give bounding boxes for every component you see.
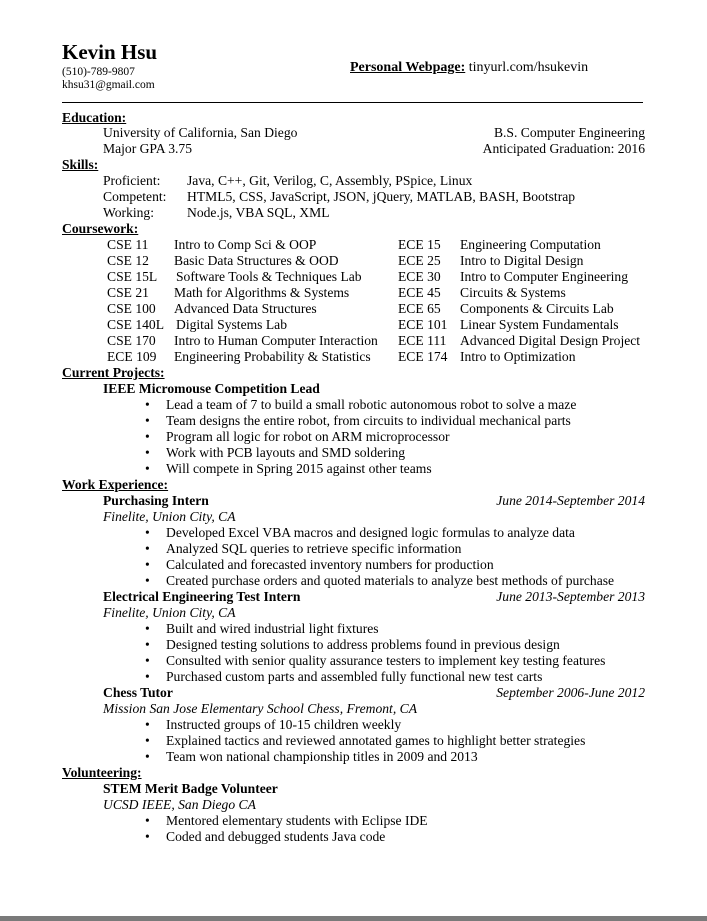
education-degree: B.S. Computer Engineering [493,125,645,140]
course-code: ECE 111 [398,333,447,348]
work-heading: Work Experience: [62,477,169,492]
email-address: khsu31@gmail.com [62,79,155,91]
bullet-icon: • [145,653,150,668]
bullet-icon: • [145,397,150,412]
job-company: Mission San Jose Elementary School Chess, Fremont, CA [103,701,417,716]
course-title: Intro to Comp Sci & OOP [174,237,317,252]
course-code: ECE 101 [398,317,448,332]
course-title: Intro to Optimization [460,349,576,364]
job-bullet: Team won national championship titles in 2009 and 2013 [166,749,478,764]
course-code: CSE 12 [107,253,149,268]
project-title: IEEE Micromouse Competition Lead [103,381,320,396]
bullet-icon: • [145,461,150,476]
volunteering-heading: Volunteering: [62,765,142,780]
job-company: Finelite, Union City, CA [103,509,236,524]
course-code: ECE 174 [398,349,448,364]
resume-name: Kevin Hsu [62,40,158,64]
job-dates: June 2013-September 2013 [496,589,645,604]
job-dates: June 2014-September 2014 [496,493,645,508]
skills-level: Proficient: [103,173,161,188]
bullet-icon: • [145,541,150,556]
job-dates: September 2006-June 2012 [496,685,645,700]
job-title: Purchasing Intern [103,493,209,508]
course-code: ECE 30 [398,269,441,284]
bullet-icon: • [145,429,150,444]
bullet-icon: • [145,829,150,844]
education-gpa: Major GPA 3.75 [103,141,193,156]
job-bullet: Developed Excel VBA macros and designed logic formulas to analyze data [166,525,575,540]
course-code: ECE 65 [398,301,441,316]
phone-number: (510)-789-9807 [62,66,135,78]
project-bullet: Program all logic for robot on ARM microprocessor [166,429,450,444]
course-code: CSE 21 [107,285,149,300]
bullet-icon: • [145,621,150,636]
bullet-icon: • [145,749,150,764]
bullet-icon: • [145,733,150,748]
course-code: CSE 11 [107,237,149,252]
education-graduation: Anticipated Graduation: 2016 [482,141,645,156]
skills-level: Competent: [103,189,167,204]
job-company: Finelite, Union City, CA [103,605,236,620]
course-title: Intro to Human Computer Interaction [174,333,378,348]
page-bottom-edge [0,916,707,921]
course-code: CSE 140L [107,317,165,332]
webpage-label: Personal Webpage: [350,60,466,75]
course-code: ECE 25 [398,253,441,268]
volunteer-title: STEM Merit Badge Volunteer [103,781,278,796]
job-bullet: Instructed groups of 10-15 children weekly [166,717,402,732]
volunteer-bullet: Coded and debugged students Java code [166,829,386,844]
skills-items: Java, C++, Git, Verilog, C, Assembly, PSpice, Linux [187,173,473,188]
course-title: Advanced Data Structures [174,301,317,316]
bullet-icon: • [145,413,150,428]
skills-level: Working: [103,205,155,220]
skills-heading: Skills: [62,157,99,172]
header-divider [62,102,643,103]
course-title: Intro to Digital Design [460,253,584,268]
personal-webpage [350,60,588,76]
course-code: CSE 15L [107,269,158,284]
course-title: Circuits & Systems [460,285,566,300]
education-school: University of California, San Diego [103,125,298,140]
job-bullet: Created purchase orders and quoted materials to analyze best methods of purchase [166,573,615,588]
bullet-icon: • [145,525,150,540]
job-bullet: Designed testing solutions to address problems found in previous design [166,637,560,652]
webpage-link[interactable]: tinyurl.com/hsukevin [468,60,589,75]
course-title: Engineering Computation [460,237,601,252]
bullet-icon: • [145,717,150,732]
course-code: CSE 100 [107,301,156,316]
bullet-icon: • [145,573,150,588]
course-title: Software Tools & Techniques Lab [176,269,362,284]
course-code: ECE 45 [398,285,441,300]
course-title: Math for Algorithms & Systems [174,285,350,300]
bullet-icon: • [145,637,150,652]
skills-items: HTML5, CSS, JavaScript, JSON, jQuery, MATLAB, BASH, Bootstrap [187,189,576,204]
job-title: Chess Tutor [103,685,173,700]
course-title: Engineering Probability & Statistics [174,349,371,364]
job-bullet: Consulted with senior quality assurance testers to implement key testing features [166,653,606,668]
bullet-icon: • [145,813,150,828]
skills-items: Node.js, VBA SQL, XML [187,205,330,220]
education-heading: Education: [62,110,127,125]
project-bullet: Lead a team of 7 to build a small robotic autonomous robot to solve a maze [166,397,577,412]
course-title: Components & Circuits Lab [460,301,614,316]
volunteer-org: UCSD IEEE, San Diego CA [103,797,256,812]
course-title: Advanced Digital Design Project [460,333,641,348]
job-title: Electrical Engineering Test Intern [103,589,301,604]
course-title: Digital Systems Lab [176,317,288,332]
project-bullet: Team designs the entire robot, from circuits to individual mechanical parts [166,413,571,428]
job-bullet: Purchased custom parts and assembled fully functional new test carts [166,669,543,684]
projects-heading: Current Projects: [62,365,165,380]
bullet-icon: • [145,669,150,684]
job-bullet: Explained tactics and reviewed annotated games to highlight better strategies [166,733,586,748]
bullet-icon: • [145,445,150,460]
bullet-icon: • [145,557,150,572]
project-bullet: Will compete in Spring 2015 against other teams [166,461,432,476]
course-code: CSE 170 [107,333,156,348]
volunteer-bullet: Mentored elementary students with Eclipse IDE [166,813,428,828]
course-code: ECE 109 [107,349,157,364]
course-code: ECE 15 [398,237,441,252]
job-bullet: Analyzed SQL queries to retrieve specific information [166,541,462,556]
course-title: Basic Data Structures & OOD [174,253,339,268]
course-title: Intro to Computer Engineering [460,269,628,284]
course-title: Linear System Fundamentals [460,317,619,332]
job-bullet: Built and wired industrial light fixtures [166,621,379,636]
project-bullet: Work with PCB layouts and SMD soldering [166,445,406,460]
job-bullet: Calculated and forecasted inventory numbers for production [166,557,494,572]
coursework-heading: Coursework: [62,221,139,236]
